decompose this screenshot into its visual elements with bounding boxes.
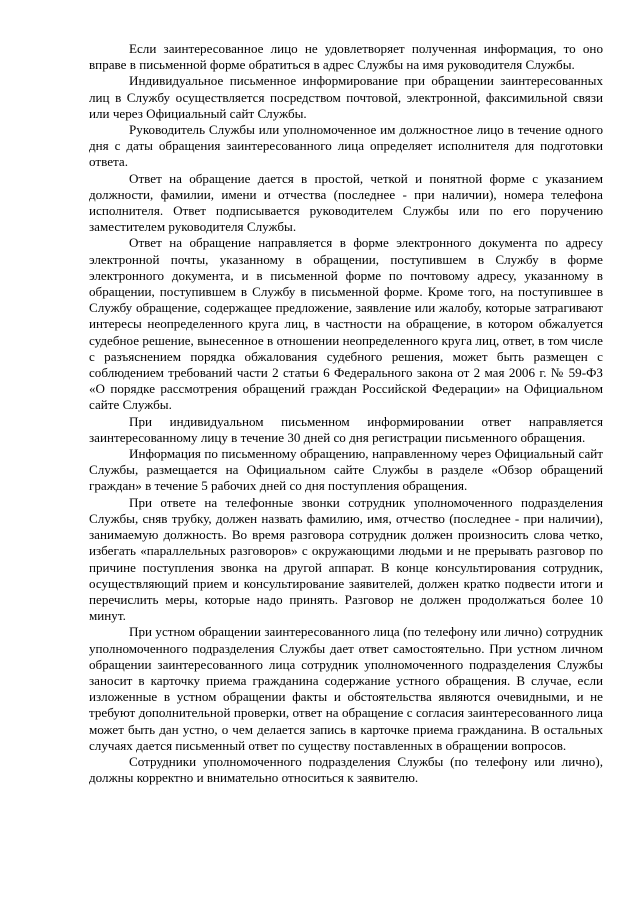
paragraph-website-appeals: Информация по письменному обращению, направленному через Официальный сайт Службы, размещается на Официальном сайте Службы в разделе «Обзор обращений граждан» в течение 5 рабочих дней со дня поступления обращения. [89, 446, 603, 494]
paragraph-staff-conduct: Сотрудники уполномоченного подразделения Службы (по телефону или лично), должны корректно и внимательно относиться к заявителю. [89, 753, 603, 786]
paragraph-written-informing: Индивидуальное письменное информирование при обращении заинтересованных лиц в Службу осуществляется посредством почтовой, электронной, факсимильной связи или через Официальный сайт Службы. [89, 73, 603, 121]
paragraph-phone-calls: При ответе на телефонные звонки сотрудник уполномоченного подразделения Службы, сняв трубку, должен назвать фамилию, имя, отчество (последнее - при наличии), занимаемую должность. Во время разговора сотрудник должен произносить слова четко, избегать «параллельных разговоров» с окружающими людьми и не прерывать разговор по причине поступления звонка на другой аппарат. В конце консультирования сотрудник, осуществляющий прием и консультирование заявителей, должен кратко подвести итоги и перечислить меры, которые надо принять. Разговор не должен продолжаться более 10 минут. [89, 494, 603, 624]
paragraph-oral-appeal: При устном обращении заинтересованного лица (по телефону или лично) сотрудник уполномоченного подразделения Службы дает ответ самостоятельно. При устном личном обращении заинтересованного лица сотрудник уполномоченного подразделения Службы заносит в карточку приема гражданина содержание устного обращения. В случае, если изложенные в устном обращении факты и обстоятельства являются очевидными, и не требуют дополнительной проверки, ответ на обращение с согласия заинтересованного лица может быть дан устно, о чем делается запись в карточке приема гражданина. В остальных случаях дается письменный ответ по существу поставленных в обращении вопросов. [89, 624, 603, 753]
document-page [89, 41, 603, 786]
paragraph-response-deadline: При индивидуальном письменном информировании ответ направляется заинтересованному лицу в течение 30 дней со дня регистрации письменного обращения. [89, 413, 603, 445]
paragraph-answer-delivery: Ответ на обращение направляется в форме электронного документа по адресу электронной почты, указанному в обращении, поступившем в Службу в форме электронного документа, и в письменной форме по почтовому адресу, указанному в обращении, поступившем в Службу в письменной форме. Кроме того, на поступившее в Службу обращение, содержащее предложение, заявление или жалобу, которые затрагивают интересы неопределенного круга лиц, в частности на обращение, в котором обжалуется судебное решение, вынесенное в отношении неопределенного круга лиц, ответ, в том числе с разъяснением порядка обжалования судебного решения, может быть размещен с соблюдением требований части 2 статьи 6 Федерального закона от 2 мая 2006 г. № 59-ФЗ «О порядке рассмотрения обращений граждан Российской Федерации» на Официальном сайте Службы. [89, 235, 603, 413]
paragraph-executor-assignment: Руководитель Службы или уполномоченное им должностное лицо в течение одного дня с даты обращения заинтересованного лица определяет исполнителя для подготовки ответа. [89, 122, 603, 170]
paragraph-answer-form: Ответ на обращение дается в простой, четкой и понятной форме с указанием должности, фамилии, имени и отчества (последнее - при наличии), номера телефона исполнителя. Ответ подписывается руководителем Службы или по его поручению заместителем руководителя Службы. [89, 170, 603, 235]
paragraph-dissatisfied-appeal: Если заинтересованное лицо не удовлетворяет полученная информация, то оно вправе в письменной форме обратиться в адрес Службы на имя руководителя Службы. [89, 41, 603, 73]
